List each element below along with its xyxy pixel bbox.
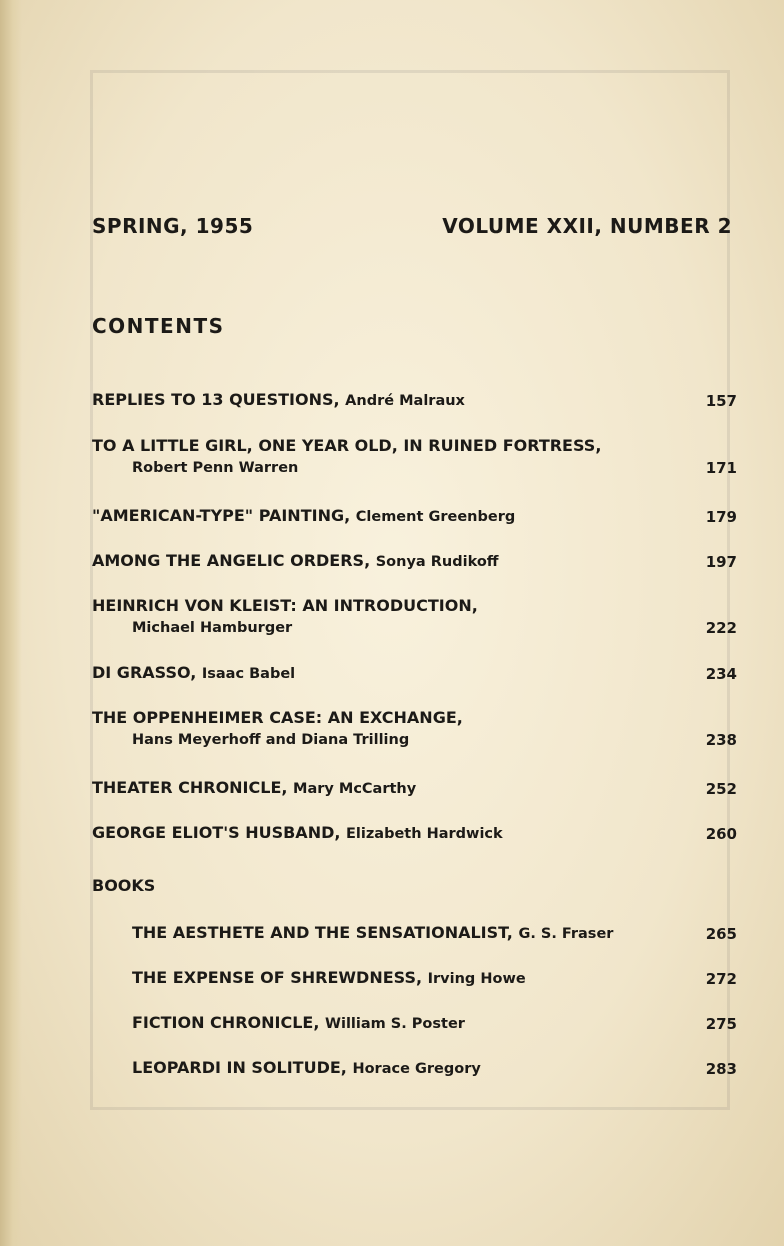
entry-page-number: 234 [705,665,737,683]
toc-entry[interactable] [92,389,737,412]
toc-entry[interactable] [92,550,737,573]
entry-page-number: 260 [705,825,737,843]
toc-entry[interactable] [92,822,737,845]
entry-page-number: 238 [705,731,737,749]
entry-author: André Malraux [345,393,465,409]
toc-book-entry[interactable] [132,1012,737,1035]
entry-title: THE OPPENHEIMER CASE: AN EXCHANGE, [92,708,463,727]
issue-header [92,214,732,244]
entry-title: HEINRICH VON KLEIST: AN INTRODUCTION, [92,596,478,615]
toc-entry[interactable] [92,595,737,639]
entry-title: "AMERICAN-TYPE" PAINTING, [92,506,351,525]
entry-page-number: 197 [705,553,737,571]
toc-book-entry[interactable] [132,1057,737,1080]
entry-title: DI GRASSO, [92,663,197,682]
entry-page-number: 275 [705,1015,737,1033]
entry-title: GEORGE ELIOT'S HUSBAND, [92,823,341,842]
toc-book-entry[interactable] [132,967,737,990]
entry-page-number: 265 [705,925,737,943]
entry-author: Isaac Babel [201,666,296,682]
entry-author: Robert Penn Warren [132,460,299,476]
issue-season: SPRING, 1955 [92,214,254,238]
entry-author: Michael Hamburger [132,620,293,636]
entry-title: FICTION CHRONICLE, [132,1013,320,1032]
entry-page-number: 283 [705,1060,737,1078]
entry-author: Clement Greenberg [355,509,516,525]
entry-title: THE AESTHETE AND THE SENSATIONALIST, [132,923,513,942]
entry-page-number: 171 [705,459,737,477]
entry-page-number: 179 [705,508,737,526]
entry-author: Mary McCarthy [293,781,417,797]
entry-page-number: 222 [705,619,737,637]
entry-author: William S. Poster [324,1016,465,1032]
entry-author: Sonya Rudikoff [375,554,499,570]
entry-page-number: 157 [705,392,737,410]
entry-author: Elizabeth Hardwick [346,826,503,842]
entry-page-number: 272 [705,970,737,988]
toc-entry[interactable] [92,505,737,528]
toc-book-entry[interactable] [132,922,737,945]
entry-title: AMONG THE ANGELIC ORDERS, [92,551,371,570]
issue-volume: VOLUME XXII, NUMBER 2 [442,214,732,238]
toc-entry[interactable] [92,707,737,751]
entry-title: THE EXPENSE OF SHREWDNESS, [132,968,423,987]
entry-author: Hans Meyerhoff and Diana Trilling [132,732,410,748]
toc-entry[interactable] [92,777,737,800]
entry-title: THEATER CHRONICLE, [92,778,288,797]
toc-entry[interactable] [92,662,737,685]
entry-title: TO A LITTLE GIRL, ONE YEAR OLD, IN RUINED FORTRESS, [92,436,602,455]
entry-author: Irving Howe [427,971,526,987]
page-binding-edge [0,0,22,1246]
entry-author: G. S. Fraser [518,926,614,942]
contents-heading: CONTENTS [92,314,225,338]
entry-title: REPLIES TO 13 QUESTIONS, [92,390,340,409]
entry-author: Horace Gregory [352,1061,481,1077]
entry-title: LEOPARDI IN SOLITUDE, [132,1058,347,1077]
books-section-heading: BOOKS [92,876,156,895]
toc-entry[interactable] [92,435,737,479]
entry-page-number: 252 [705,780,737,798]
